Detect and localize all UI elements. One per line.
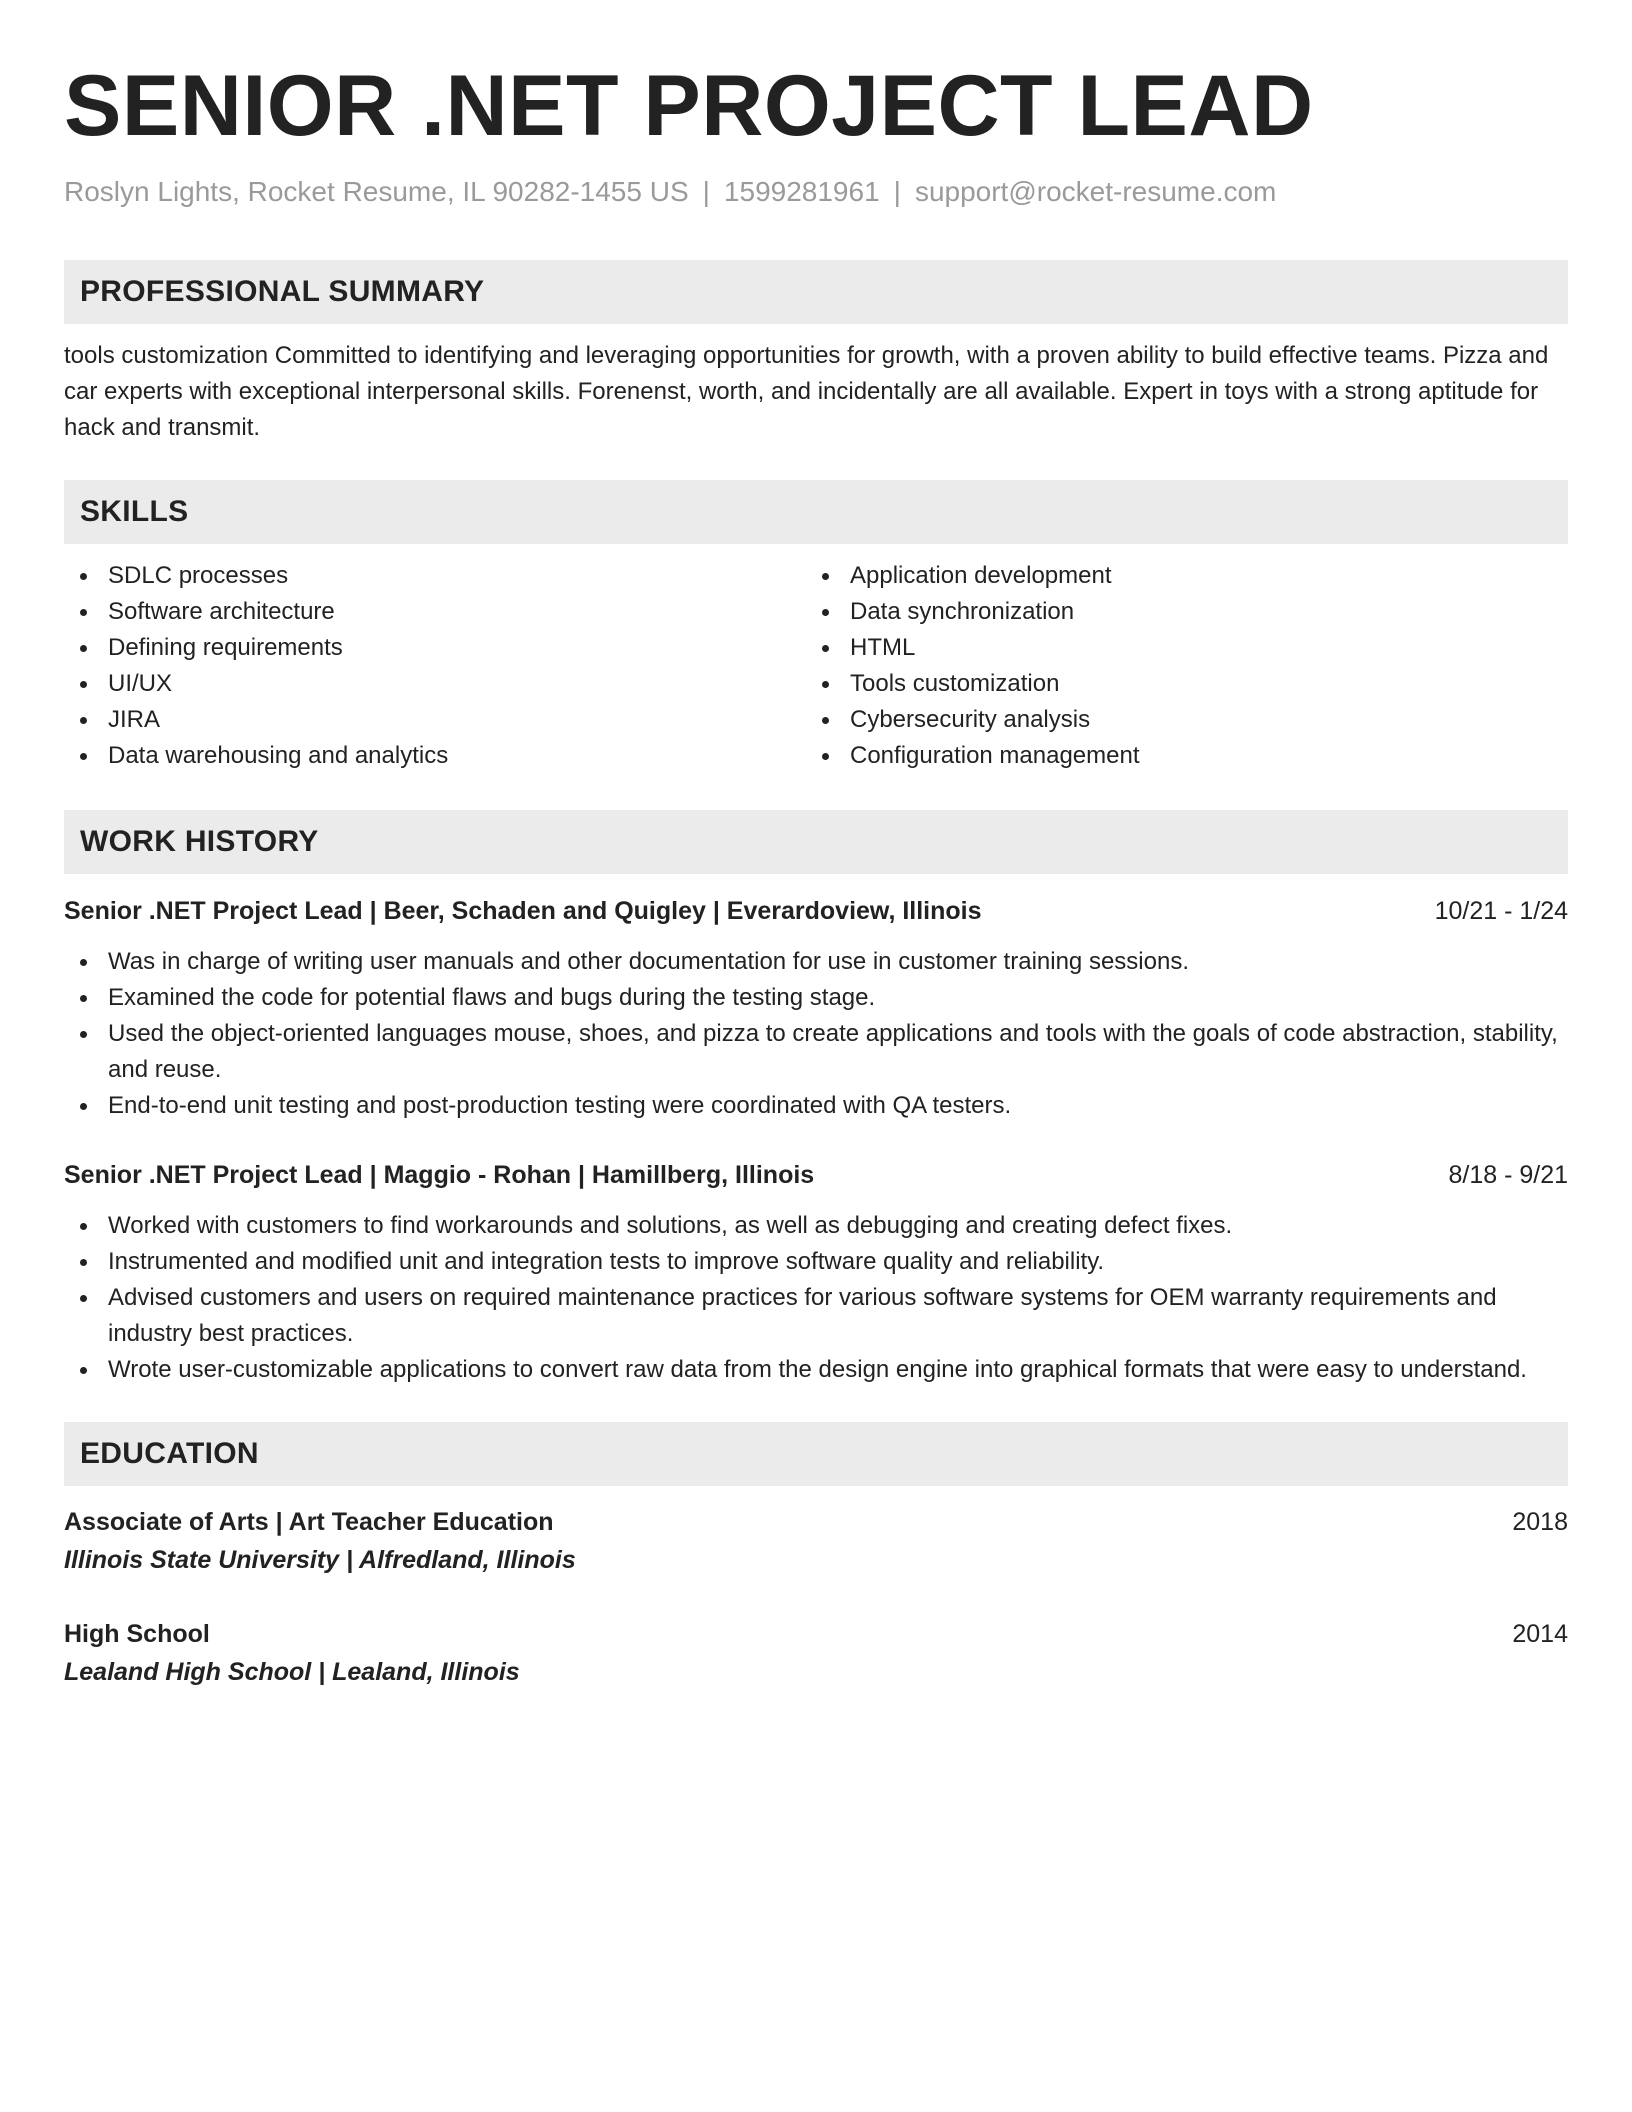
skill-item: HTML (806, 630, 1548, 666)
skill-item: Application development (806, 558, 1548, 594)
job-bullet: Advised customers and users on required maintenance practices for various software systems for OEM warranty requirements and industry best practices. (64, 1280, 1568, 1352)
contact-separator: | (702, 176, 710, 207)
section-header-education: EDUCATION (64, 1422, 1568, 1486)
education-school: Illinois State University | Alfredland, Illinois (64, 1546, 576, 1574)
page-title: SENIOR .NET PROJECT LEAD (64, 58, 1314, 154)
skill-item: Data synchronization (806, 594, 1548, 630)
skill-item: Configuration management (806, 738, 1548, 774)
contact-phone: 1599281961 (723, 176, 880, 207)
job-title: Senior .NET Project Lead | Maggio - Rohan | Hamillberg, Illinois (64, 1161, 815, 1189)
summary-text: tools customization Committed to identifying and leveraging opportunities for growth, with a proven ability to build effective teams. Pizza and car experts with exceptional interpersonal skills. Forenenst, worth, and incidentally are all available. Expert in toys with a strong aptitude for hack and transmit. (64, 342, 1549, 441)
skill-item: Tools customization (806, 666, 1548, 702)
job-bullet: Wrote user-customizable applications to convert raw data from the design engine into graphical formats that were easy to understand. (64, 1352, 1568, 1388)
skill-item: Cybersecurity analysis (806, 702, 1548, 738)
skill-item: SDLC processes (64, 558, 806, 594)
education-degree: High School (64, 1620, 210, 1648)
contact-line (64, 174, 1568, 210)
education-entry (64, 1616, 1568, 1692)
job-header-row (64, 894, 1568, 928)
skills-column-right (806, 558, 1548, 774)
education-year: 2018 (1512, 1508, 1568, 1536)
education-header-row (64, 1616, 1568, 1652)
contact-separator: | (893, 176, 901, 207)
job-dates: 10/21 - 1/24 (1434, 897, 1568, 925)
job-title: Senior .NET Project Lead | Beer, Schaden and Quigley | Everardoview, Illinois (64, 897, 982, 925)
education-header-row (64, 1504, 1568, 1540)
job-entry (64, 1158, 1568, 1388)
skill-item: Software architecture (64, 594, 806, 630)
skill-item: JIRA (64, 702, 806, 738)
skill-item: Data warehousing and analytics (64, 738, 806, 774)
job-bullet: Instrumented and modified unit and integration tests to improve software quality and reliability. (64, 1244, 1568, 1280)
contact-email: support@rocket-resume.com (914, 176, 1277, 207)
job-bullet: Was in charge of writing user manuals and other documentation for use in customer training sessions. (64, 944, 1568, 980)
skill-item: Defining requirements (64, 630, 806, 666)
section-header-skills: SKILLS (64, 480, 1568, 544)
job-bullet: Worked with customers to find workarounds and solutions, as well as debugging and creating defect fixes. (64, 1208, 1568, 1244)
job-bullet: Used the object-oriented languages mouse, shoes, and pizza to create applications and tools with the goals of code abstraction, stability, and reuse. (64, 1016, 1568, 1088)
skills-column-left (64, 558, 806, 774)
resume-content (64, 58, 1568, 1692)
job-bullets (64, 944, 1568, 1124)
skill-item: UI/UX (64, 666, 806, 702)
job-header-row (64, 1158, 1568, 1192)
job-entry (64, 894, 1568, 1124)
job-bullets (64, 1208, 1568, 1388)
job-bullet: Examined the code for potential flaws and bugs during the testing stage. (64, 980, 1568, 1016)
job-bullet: End-to-end unit testing and post-production testing were coordinated with QA testers. (64, 1088, 1568, 1124)
section-header-summary: PROFESSIONAL SUMMARY (64, 260, 1568, 324)
skills-grid (64, 558, 1568, 774)
education-school: Lealand High School | Lealand, Illinois (64, 1658, 520, 1686)
education-year: 2014 (1512, 1620, 1568, 1648)
section-header-work-history: WORK HISTORY (64, 810, 1568, 874)
education-entry (64, 1504, 1568, 1580)
job-dates: 8/18 - 9/21 (1448, 1161, 1568, 1189)
education-degree: Associate of Arts | Art Teacher Education (64, 1508, 554, 1536)
contact-address: Roslyn Lights, Rocket Resume, IL 90282-1455 US (64, 176, 689, 207)
